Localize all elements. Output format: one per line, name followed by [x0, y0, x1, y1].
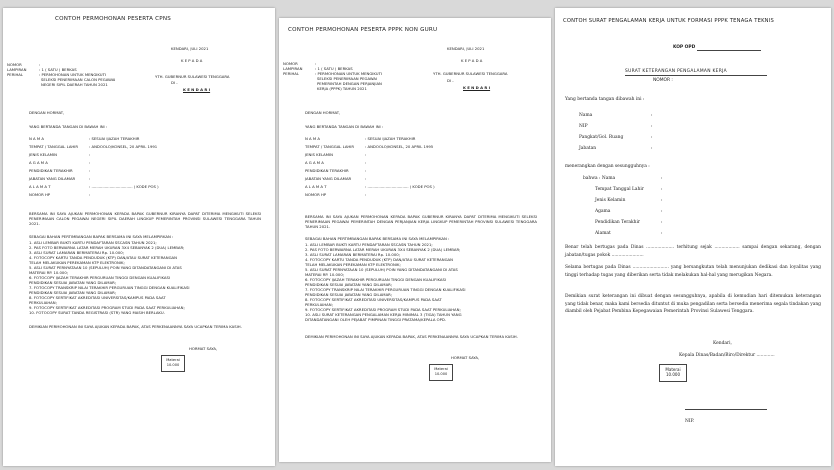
attachment-item: MATERAI RP. 10.000;: [305, 272, 345, 277]
intro: Yang bertanda tangan dibawah ini :: [565, 97, 645, 102]
field-value: : ANDOOLO/KONSEL, 20 APRIL 1991: [89, 144, 158, 149]
signer-field-value: :: [651, 146, 653, 151]
field-value: :: [89, 152, 91, 157]
perihal-line: SELEKSI PENERIMAAN CALON PEGAWAI: [41, 77, 116, 82]
field-value: :: [89, 160, 91, 165]
field-value: :: [89, 192, 91, 197]
consider-line: SEBAGAI BAHAN PERTIMBANGAN BAPAK BERSAMA INI SAYA MELAMPIRKAN :: [29, 234, 174, 239]
attachment-item: 10. FOTOCOPY SURAT TANDA REGISTRASI (STR) YANG MASIH BERLAKU.: [29, 310, 165, 315]
field-label: PENDIDIKAN TERAKHIR: [29, 168, 73, 173]
perihal-line: PEMERINTAH DENGAN PERJANJIAN: [317, 81, 382, 86]
field-label: NOMOR HP: [29, 192, 51, 197]
field-label: JENIS KELAMIN: [29, 152, 58, 157]
paragraph-3: Demikian surat keterangan ini dibuat dengan sesungguhnya, apabila di kemudian hari ditemukan keterangan yang tidak benar, maka kami bersedia dituntut di muka pengadilan serta bersedia menerima segala tindakan yang diambil oleh Pejabat Pembina Kepegawaian Pemerintah Provinsi Sulawesi Tenggara.: [565, 294, 821, 314]
signer-field-label: NIP: [579, 124, 588, 129]
attachment-item: 1. ASLI LEMBAR BUKTI KARTU PENDAFTARAN SSCASN TAHUN 2021;: [29, 240, 157, 245]
attachment-item: PENDIDIKAN SESUAI JABATAN YANG DILAMAR;: [29, 290, 117, 295]
perihal-line: NEGERI SIPIL DAERAH TAHUN 2021: [41, 82, 108, 87]
person-field-label: Alamat: [595, 231, 611, 236]
attachment-item: TELAH MELAKUKAN PEREKAMAN KTP ELEKTRONIK;: [305, 262, 401, 267]
attachment-item: 8. FOTOCOPY SERTIFIKAT AKREDITASI UNIVERSITAS/KAMPUS PADA SAAT: [29, 295, 166, 300]
header-label: PERIHAL: [283, 71, 300, 76]
signature-line: [685, 409, 767, 410]
header-label: LAMPIRAN: [7, 67, 27, 72]
attachment-item: 2. PAS FOTO BERWARNA LATAR MERAH UKURAN 3X4 SEBANYAK 2 (DUA) LEMBAR;: [305, 247, 461, 252]
recipient-place: K E N D A R I: [183, 87, 211, 92]
body-paragraph: BERSAMA INI SAYA AJUKAN PERMOHONAN KEPADA BAPAK GUBERNUR KIRANYA DAPAT DITERIMA MENGIKUTI SELEKSI PENERIMAAN CALON PEGAWAI NEGERI SIPIL DAERAH LINGKUP PEMERINTAH PROVINSI SULAWESI TENGGARA TAHUN 2021.: [29, 211, 261, 226]
header-label: PERIHAL: [7, 72, 24, 77]
person-field-label: Jenis Kelamin: [595, 198, 626, 203]
kop-underline: [697, 50, 761, 51]
attachment-item: 3. ASLI SURAT LAMARAN BERMATERAI Rp. 10.000;: [29, 250, 124, 255]
header-label: LAMPIRAN: [283, 66, 303, 71]
intro: YANG BERTANDA TANGAN DI BAWAH INI :: [29, 124, 108, 129]
attachment-item: 9. FOTOCOPY SERTIFIKAT AKREDITASI PROGRAM STUDI PADA SAAT PERKULIAHAN;: [305, 307, 461, 312]
attachment-item: 4. FOTOCOPY KARTU TANDA PENDUDUK (KTP) DAN/ATAU SURAT KETERANGAN: [29, 255, 177, 260]
stamp-line: 10.000: [434, 372, 448, 376]
attachment-item: TELAH MELAKUKAN PEREKAMAN KTP ELEKTRONIK;: [29, 260, 125, 265]
signer-title: Kepala Dinas/Badan/Biro/Direktur .............: [679, 353, 775, 358]
attachment-item: 6. FOTOCOPY IJAZAH TERAKHIR PERGURUAN TINGGI DENGAN KUALIFIKASI: [29, 275, 171, 280]
materai-stamp: [429, 364, 453, 381]
field-label: TEMPAT / TANGGAL LAHIR: [305, 144, 355, 149]
signer-field-label: Nama: [579, 113, 593, 118]
attachment-item: PENDIDIKAN SESUAI JABATAN YANG DILAMAR;: [305, 292, 393, 297]
attachment-item: 4. FOTOCOPY KARTU TANDA PENDUDUK (KTP) DAN/ATAU SURAT KETERANGAN: [305, 257, 453, 262]
attachment-item: 6. FOTOCOPY IJAZAH TERAKHIR PERGURUAN TINGGI DENGAN KUALIFIKASI: [305, 277, 447, 282]
field-value: :: [365, 192, 367, 197]
doc-title: CONTOH SURAT PENGALAMAN KERJA UNTUK FORMASI PPPK TENAGA TEKNIS: [563, 18, 774, 24]
field-label: N A M A: [29, 136, 44, 141]
field-value: :: [365, 176, 367, 181]
attachment-item: 5. ASLI SURAT PERNYATAAN 10 (SEPULUH) POIN YANG DITANDATANGANI DI ATAS: [29, 265, 182, 270]
attachment-item: 10. ASLI SURAT KETERANGAN PENGALAMAN KERJA MINIMAL 3 (TIGA) TAHUN YANG: [305, 312, 462, 317]
doc-title: CONTOH PERMOHONAN PESERTA CPNS: [55, 16, 171, 22]
recipient: YTH. GUBERNUR SULAWESI TENGGARA: [433, 71, 508, 76]
recipient-di: DI -: [447, 78, 454, 83]
person-field-value: :: [661, 231, 663, 236]
field-label: JABATAN YANG DILAMAR: [29, 176, 76, 181]
attachment-item: 9. FOTOCOPY SERTIFIKAT AKREDITASI PROGRAM STUDI PADA SAAT PERKULIAHAN;: [29, 305, 185, 310]
field-value: :: [365, 160, 367, 165]
header-label: NOMOR: [7, 62, 22, 67]
attachment-item: 1. ASLI LEMBAR BUKTI KARTU PENDAFTARAN SSCASN TAHUN 2021;: [305, 242, 433, 247]
closing-paragraph: DEMIKIAN PERMOHONAN INI SAYA AJUKAN KEPADA BAPAK, ATAS PERKENAANNYA SAYA UCAPKAN TERIMA KASIH.: [29, 324, 242, 329]
field-label: N A M A: [305, 136, 320, 141]
header-value: : PERMOHONAN UNTUK MENGIKUTI: [39, 72, 107, 77]
field-label: JABATAN YANG DILAMAR: [305, 176, 352, 181]
signer-field-label: Pangkat/Gol. Ruang: [579, 135, 624, 140]
recipient: YTH. GUBERNUR SULAWESI TENGGARA: [155, 74, 230, 79]
recipient-di: DI -: [171, 80, 178, 85]
header-value: :: [39, 62, 41, 67]
place-date: Kendari,: [713, 341, 732, 346]
signer-nip: NIP.: [685, 419, 695, 424]
field-label: A G A M A: [305, 160, 324, 165]
stamp-line: 10.000: [166, 363, 180, 367]
doc-date: KENDARI, JULI 2021: [447, 46, 485, 51]
stamp-line: 10.000: [666, 372, 680, 377]
header-label: NOMOR: [283, 61, 298, 66]
doc-title: CONTOH PERMOHONAN PESERTA PPPK NON GURU: [288, 27, 438, 33]
recipient-place: K E N D A R I: [463, 85, 491, 90]
stamp-line: Materai: [166, 358, 180, 362]
header-value: :: [315, 61, 317, 66]
person-field-label: Agama: [595, 209, 611, 214]
field-value: : .................................. ( KODE POS ): [365, 184, 435, 189]
field-value: : SESUAI IJAZAH TERAKHIR: [365, 136, 416, 141]
person-field-value: :: [661, 176, 663, 181]
field-value: :: [89, 176, 91, 181]
field-label: PENDIDIKAN TERAKHIR: [305, 168, 349, 173]
field-label: A L A M A T: [29, 184, 51, 189]
explain-line: menerangkan dengan sesungguhnya :: [565, 164, 650, 169]
document-pppk-non-guru: [279, 18, 551, 462]
respect-line: HORMAT SAYA,: [451, 355, 480, 360]
attachment-item: PENDIDIKAN SESUAI JABATAN YANG DILAMAR;: [305, 282, 393, 287]
attachment-item: PERKULIAHAN;: [305, 302, 333, 307]
field-value: :: [365, 152, 367, 157]
kepada-label: K E P A D A: [461, 58, 483, 63]
person-field-value: :: [661, 187, 663, 192]
attachment-item: 2. PAS FOTO BERWARNA LATAR MERAH UKURAN 3X4 SEBANYAK 2 (DUA) LEMBAR;: [29, 245, 185, 250]
perihal-line: KERJA (PPPK) TAHUN 2021: [317, 86, 367, 91]
person-field-label: Tempat Tanggal Lahir: [595, 187, 644, 192]
document-pengalaman-kerja: [555, 8, 831, 466]
doc-nomor: NOMOR :: [653, 78, 673, 83]
attachment-item: MATERAI RP. 10.000;: [29, 270, 69, 275]
stamp-line: Materai: [434, 367, 448, 371]
attachment-item: PERKULIAHAN;: [29, 300, 57, 305]
signer-field-value: :: [651, 135, 653, 140]
field-label: TEMPAT / TANGGAL LAHIR: [29, 144, 79, 149]
field-label: A G A M A: [29, 160, 48, 165]
perihal-line: SELEKSI PENERIMAAN PEGAWAI: [317, 76, 378, 81]
attachment-item: 5. ASLI SURAT PERNYATAAN 10 (SEPULUH) POIN YANG DITANDATANGANI DI ATAS: [305, 267, 458, 272]
signer-field-value: :: [651, 113, 653, 118]
attachment-item: DITANDATANGANI OLEH PEJABAT PIMPINAN TINGGI PRATAMA/KEPALA OPD.: [305, 317, 447, 322]
greeting: DENGAN HORMAT,: [305, 110, 341, 115]
intro: YANG BERTANDA TANGAN DI BAWAH INI :: [305, 124, 384, 129]
doc-date: KENDARI, JULI 2021: [171, 46, 209, 51]
greeting: DENGAN HORMAT,: [29, 110, 65, 115]
person-field-label: Pendidikan Terakhir: [595, 220, 641, 225]
attachment-item: 7. FOTOCOPY TRANSKRIP NILAI TERAKHIR PERGURUAN TINGGI DENGAN KUALIFIKASI: [29, 285, 190, 290]
materai-stamp: [659, 364, 687, 382]
field-value: : SESUAI IJAZAH TERAKHIR: [89, 136, 140, 141]
field-value: :: [89, 168, 91, 173]
paragraph-2: Selama bertugas pada Dinas .......................... yang bersangkutan telah menunjukan dedikasi dan loyalitas yang tinggi terhadap tugas yang diberikan serta tidak melakukan hal-hal yang merugikan Negara.: [565, 265, 821, 278]
attachment-item: 7. FOTOCOPY TRANSKRIP NILAI TERAKHIR PERGURUAN TINGGI DENGAN KUALIFIKASI: [305, 287, 466, 292]
attachment-item: 3. ASLI SURAT LAMARAN BERMATERAI Rp. 10.000;: [305, 252, 400, 257]
field-label: NOMOR HP: [305, 192, 327, 197]
body-paragraph: BERSAMA INI SAYA AJUKAN PERMOHONAN KEPADA BAPAK GUBERNUR KIRANYA DAPAT DITERIMA MENGIKUTI SELEKSI PENERIMAAN PEGAWAI PEMERINTAH DENGAN PERJANJIAN KERJA LINGKUP PEMERINTAH PROVINSI SULAWESI TENGGARA TAHUN 2021.: [305, 214, 537, 229]
consider-line: SEBAGAI BAHAN PERTIMBANGAN BAPAK BERSAMA INI SAYA MELAMPIRKAN :: [305, 236, 450, 241]
kepada-label: K E P A D A: [181, 58, 203, 63]
person-field-value: :: [661, 220, 663, 225]
respect-line: HORMAT SAYA,: [189, 346, 218, 351]
attachment-item: PENDIDIKAN SESUAI JABATAN YANG DILAMAR;: [29, 280, 117, 285]
signer-field-label: Jabatan: [579, 146, 597, 151]
header-value: : 1 ( SATU ) BERKAS: [39, 67, 77, 72]
field-value: : ANDOOLO/KONSEL, 20 APRIL 1995: [365, 144, 434, 149]
field-value: :: [365, 168, 367, 173]
document-cpns: [3, 8, 275, 466]
person-field-value: :: [661, 198, 663, 203]
kop-opd: KOP OPD: [673, 45, 696, 50]
stamp-line: Materai: [665, 367, 681, 372]
header-value: : 1 ( SATU ) BERKAS: [315, 66, 353, 71]
field-label: A L A M A T: [305, 184, 327, 189]
subtitle-underline: [625, 75, 767, 76]
signer-field-value: :: [651, 124, 653, 129]
field-value: : .................................. ( KODE POS ): [89, 184, 159, 189]
materai-stamp: [161, 355, 185, 372]
person-field-value: :: [661, 209, 663, 214]
header-value: : PERMOHONAN UNTUK MENGIKUTI: [315, 71, 383, 76]
paragraph-1: Benar telah bertugas pada Dinas .................... terhitung sejak .................. sampai dengan sekarang, dengan jabatan/tugas pokok .......................: [565, 245, 821, 258]
doc-subtitle: SURAT KETERANGAN PENGALAMAN KERJA: [625, 69, 727, 74]
attachment-item: 8. FOTOCOPY SERTIFIKAT AKREDITASI UNIVERSITAS/KAMPUS PADA SAAT: [305, 297, 442, 302]
person-field-label: bahwa : Nama: [583, 176, 616, 181]
field-label: JENIS KELAMIN: [305, 152, 334, 157]
closing-paragraph: DEMIKIAN PERMOHONAN INI SAYA AJUKAN KEPADA BAPAK, ATAS PERKENAANNYA SAYA UCAPKAN TERIMA KASIH.: [305, 334, 518, 339]
